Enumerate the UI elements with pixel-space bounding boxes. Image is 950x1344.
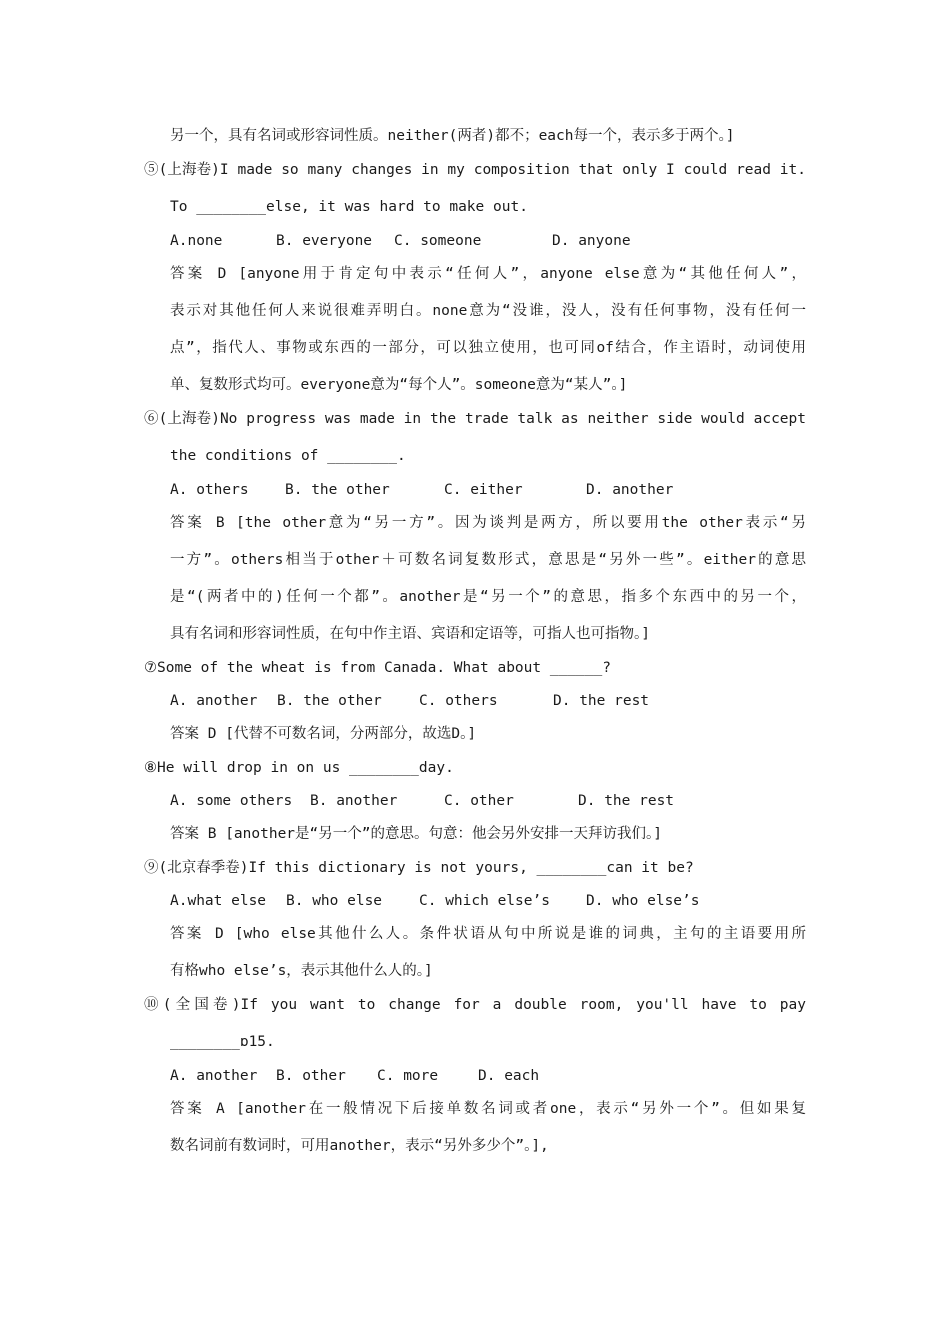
q5-stem-line2: To ________else, it was hard to make out.: [170, 199, 528, 215]
q9-answer-line2: 有格who else’s，表示其他什么人的。]: [170, 963, 433, 979]
q5-option-b: B. everyone: [276, 233, 373, 249]
q7-answer-line1: 答案 D [代替不可数名词，分两部分，故选D。]: [170, 726, 477, 742]
q10-option-c: C. more: [377, 1068, 439, 1084]
q7-option-b: B. the other: [277, 693, 382, 709]
q8-option-b: B. another: [310, 793, 398, 809]
q6-answer-line1: 答案 B [the other意为“另一方”。因为谈判是两方，所以要用the other表示“另: [170, 515, 806, 531]
q6-stem-line2: the conditions of ________.: [170, 448, 406, 464]
continuation-line: 另一个，具有名词或形容词性质。neither(两者)都不；each每一个，表示多于两个。]: [170, 128, 735, 144]
q6-option-b: B. the other: [285, 482, 390, 498]
q6-answer-line3: 是“(两者中的)任何一个都”。another是“另一个”的意思，指多个东西中的另一个，: [170, 589, 806, 605]
q9-answer-line1: 答案 D [who else其他什么人。条件状语从句中所说是谁的词典，主句的主语要用所: [170, 926, 806, 942]
q5-answer-line1: 答案 D [anyone用于肯定句中表示“任何人”，anyone else意为“其他任何人”，: [170, 266, 806, 282]
q5-option-d: D. anyone: [552, 233, 631, 249]
q8-option-d: D. the rest: [578, 793, 675, 809]
q5-answer-line4: 单、复数形式均可。everyone意为“每个人”。someone意为“某人”。]: [170, 377, 628, 393]
q6-option-a: A. others: [170, 482, 249, 498]
q10-stem-line1: ⑩(全国卷)If you want to change for a double room, you'll have to pay: [144, 997, 806, 1013]
q9-option-c: C. which else’s: [419, 893, 550, 909]
q8-answer-line1: 答案 B [another是“另一个”的意思。句意：他会另外安排一天拜访我们。]: [170, 826, 662, 842]
q6-answer-line4: 具有名词和形容词性质，在句中作主语、宾语和定语等，可指人也可指物。]: [170, 626, 650, 642]
q7-option-d: D. the rest: [553, 693, 650, 709]
q9-stem-line1: ⑨(北京春季卷)If this dictionary is not yours, ________can it be?: [144, 860, 694, 876]
q9-option-a: A.what else: [170, 893, 267, 909]
q9-option-b: B. who else: [286, 893, 383, 909]
q10-option-a: A. another: [170, 1068, 258, 1084]
q6-stem-line1: ⑥(上海卷)No progress was made in the trade talk as neither side would accept: [144, 411, 806, 427]
q5-answer-line3: 点”，指代人、事物或东西的一部分，可以独立使用，也可同of结合，作主语时，动词使用: [170, 340, 806, 356]
q10-option-d: D. each: [478, 1068, 540, 1084]
q10-answer-line2: 数名词前有数词时，可用another，表示“另外多少个”。],: [170, 1138, 549, 1154]
q6-option-d: D. another: [586, 482, 674, 498]
q5-option-a: A.none: [170, 233, 223, 249]
q7-option-a: A. another: [170, 693, 258, 709]
q10-option-b: B. other: [276, 1068, 346, 1084]
q8-option-c: C. other: [444, 793, 514, 809]
q8-stem-line1: ⑧He will drop in on us ________day.: [144, 760, 454, 776]
q6-option-c: C. either: [444, 482, 523, 498]
q6-answer-line2: 一方”。others相当于other＋可数名词复数形式，意思是“另外一些”。either的意思: [170, 552, 806, 568]
q5-answer-line2: 表示对其他任何人来说很难弄明白。none意为“没谁，没人，没有任何事物，没有任何一: [170, 303, 806, 319]
q9-option-d: D. who else’s: [586, 893, 700, 909]
q5-stem-line1: ⑤(上海卷)I made so many changes in my composition that only I could read it.: [144, 162, 806, 178]
q10-stem-line2: ________ɒ15.: [170, 1034, 275, 1050]
q7-option-c: C. others: [419, 693, 498, 709]
q7-stem-line1: ⑦Some of the wheat is from Canada. What about ______?: [144, 660, 611, 676]
q5-option-c: C. someone: [394, 233, 482, 249]
q8-option-a: A. some others: [170, 793, 293, 809]
q10-answer-line1: 答案 A [another在一般情况下后接单数名词或者one，表示“另外一个”。但如果复: [170, 1101, 806, 1117]
